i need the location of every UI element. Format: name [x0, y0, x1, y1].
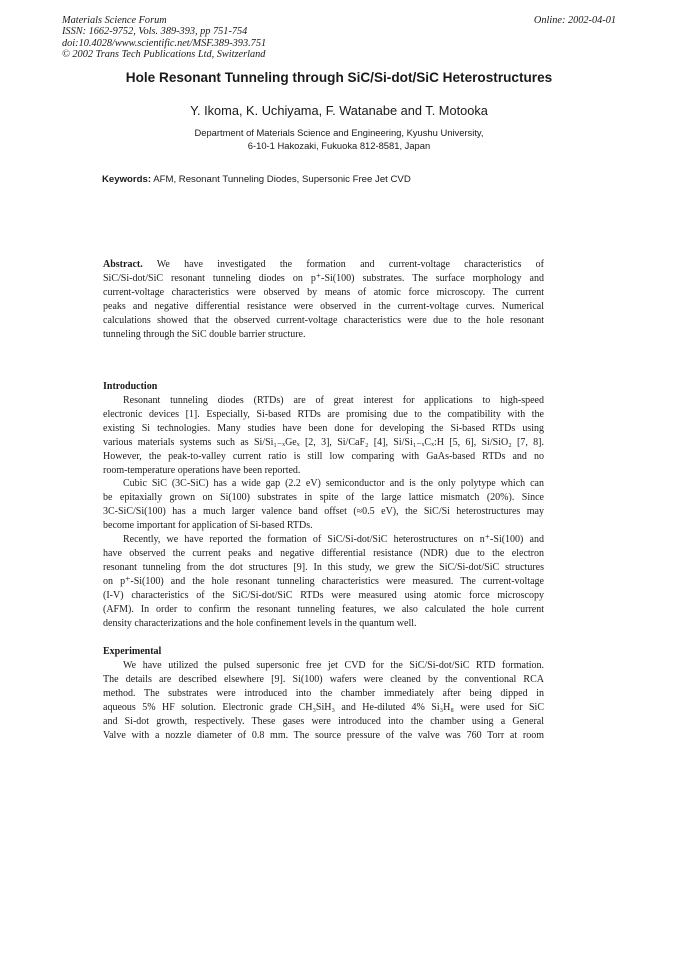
- paragraph-line: (AFM). In order to confirm the resonant tunneling features, we also calculated the hole current: [103, 603, 544, 615]
- paragraph-line: Valve with a nozzle diameter of 0.8 mm. The source pressure of the valve was 760 Torr at room: [103, 729, 544, 741]
- abstract-line: peaks and negative differential resistance were observed in the current-voltage curves. Numerical: [103, 300, 544, 312]
- introduction-heading: Introduction: [103, 381, 158, 392]
- keywords: [102, 174, 411, 185]
- abstract-line: SiC/Si-dot/SiC resonant tunneling diodes on p⁺-Si(100) substrates. The surface morphology and: [103, 272, 544, 284]
- online-date: Online: 2002-04-01: [533, 15, 616, 26]
- paragraph-line: electronic devices [1]. Especially, Si-based RTDs are promising due to the compatibility with the: [103, 408, 544, 420]
- journal-copyright: © 2002 Trans Tech Publications Ltd, Switzerland: [62, 49, 266, 61]
- paper-authors: Y. Ikoma, K. Uchiyama, F. Watanabe and T. Motooka: [190, 103, 488, 118]
- paragraph-line: 3C-SiC/Si(100) has a much larger valence band offset (≈0.5 eV), the SiC/Si heterostructures may: [103, 506, 544, 518]
- paragraph-line: and Si-dot growth, respectively. These gases were introduced into the chamber using a General: [103, 715, 544, 727]
- abstract-label: Abstract.: [103, 259, 143, 270]
- introduction-body: [103, 394, 544, 630]
- paragraph-line: method. The substrates were introduced into the chamber immediately after being dipped in: [103, 687, 544, 699]
- paragraph-line: various materials systems such as Si/Si₁₋ₓGeₓ [2, 3], Si/CaF₂ [4], Si/Si₁₋ₓCₓ:H [5, 6], Si/SiO₂ [7, 8].: [103, 436, 544, 448]
- paper-title: Hole Resonant Tunneling through SiC/Si-dot/SiC Heterostructures: [125, 70, 553, 85]
- paragraph-line: on p⁺-Si(100) and the hole resonant tunneling characteristics were measured. The current-voltage: [103, 575, 544, 587]
- paragraph-line: have observed the current peaks and negative differential resistance (NDR) due to the electron: [103, 547, 544, 559]
- keywords-text: AFM, Resonant Tunneling Diodes, Supersonic Free Jet CVD: [153, 174, 411, 185]
- abstract-line: We have investigated the formation and current-voltage characteristics of: [156, 259, 544, 270]
- paragraph-line: room-temperature operations have been reported.: [103, 464, 301, 476]
- paragraph-line: However, the peak-to-valley current ratio is still low comparing with GaAs-based RTDs and no: [103, 450, 544, 462]
- abstract-line: calculations showed that the observed current-voltage characteristics were due to the hole resonant: [103, 314, 544, 326]
- abstract: [103, 258, 544, 341]
- journal-header: [62, 15, 266, 61]
- paragraph-line: density characterizations and the hole confinement levels in the quantum well.: [103, 617, 417, 629]
- affiliation-line: 6-10-1 Hakozaki, Fukuoka 812-8581, Japan: [247, 140, 431, 151]
- paragraph-line: (I-V) characteristics of the SiC/Si-dot/SiC RTDs were measured using atomic force microscopy: [103, 589, 544, 601]
- journal-issn: ISSN: 1662-9752, Vols. 389-393, pp 751-754: [62, 26, 248, 38]
- affiliation-line: Department of Materials Science and Engineering, Kyushu University,: [194, 127, 484, 138]
- paragraph-line: Cubic SiC (3C-SiC) has a wide gap (2.2 eV) semiconductor and is the only polytype which can: [123, 478, 544, 490]
- affiliation: [0, 126, 678, 152]
- paragraph-line: existing Si technologies. Many studies have been done for developing the Si-based RTDs using: [103, 422, 544, 434]
- abstract-line: tunneling through the SiC double barrier structure.: [103, 328, 306, 340]
- paragraph-line: Recently, we have reported the formation of SiC/Si-dot/SiC heterostructures on n⁺-Si(100) and: [123, 534, 544, 546]
- experimental-body: [103, 659, 544, 742]
- experimental-heading: Experimental: [103, 646, 162, 657]
- paragraph-line: We have utilized the pulsed supersonic free jet CVD for the SiC/Si-dot/SiC RTD formation.: [123, 660, 544, 671]
- paragraph-line: The details are described elsewhere [9]. Si(100) wafers were cleaned by the conventional RCA: [103, 673, 544, 685]
- paragraph-line: aqueous 5% HF solution. Electronic grade CH₃SiH₃ and He-diluted 4% Si₃H₈ were used for SiC: [103, 701, 544, 713]
- keywords-label: Keywords:: [102, 174, 152, 185]
- paragraph-line: be epitaxially grown on Si(100) substrates in spite of the large lattice mismatch (20%). Since: [103, 492, 544, 504]
- journal-name: Materials Science Forum: [62, 15, 167, 26]
- abstract-line: current-voltage characteristics were observed by means of atomic force microscopy. The current: [103, 286, 544, 298]
- paragraph-line: resonant tunneling from the dot structures [9]. In this study, we grew the SiC/Si-dot/SiC structures: [103, 561, 544, 573]
- paragraph-line: Resonant tunneling diodes (RTDs) are of great interest for applications to high-speed: [123, 395, 544, 406]
- journal-doi: doi:10.4028/www.scientific.net/MSF.389-393.751: [62, 37, 267, 49]
- paragraph-line: become important for application of Si-based RTDs.: [103, 520, 313, 532]
